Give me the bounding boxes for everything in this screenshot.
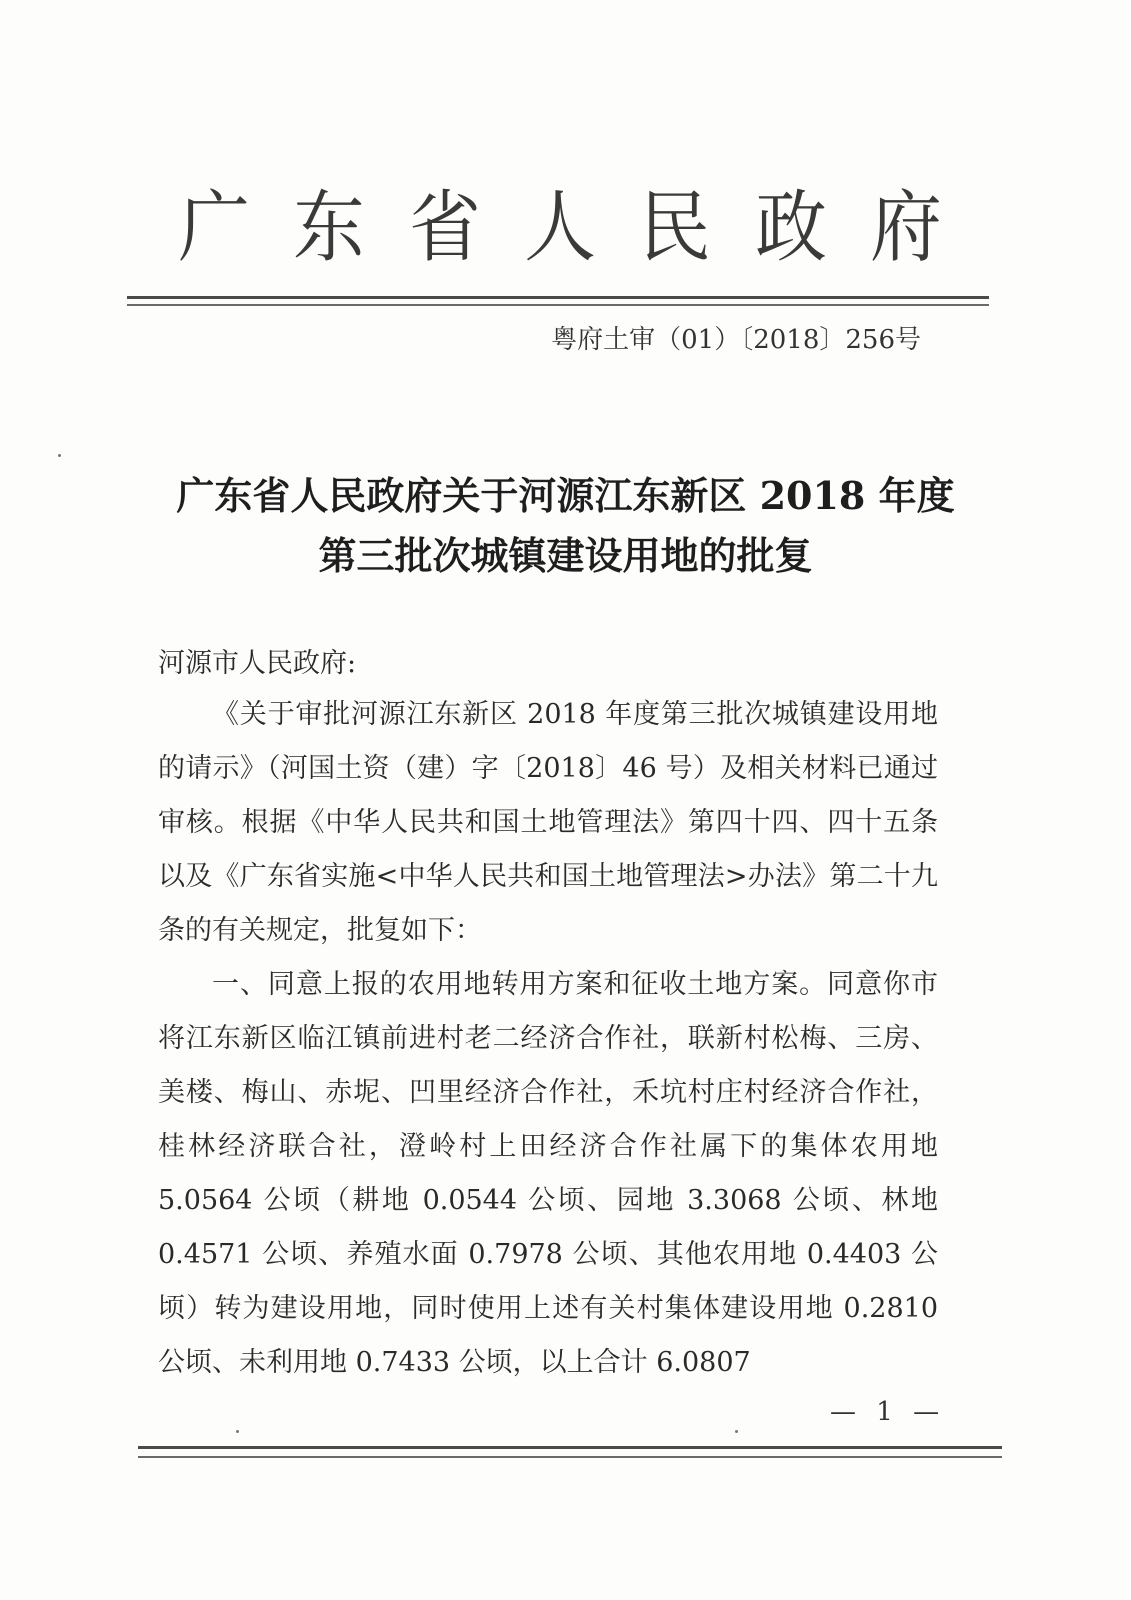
footer-rule bbox=[138, 1446, 1002, 1449]
document-number: 粤府土审（01）〔2018〕256号 bbox=[551, 325, 921, 355]
header-rule-thin bbox=[127, 304, 989, 306]
masthead bbox=[175, 178, 945, 278]
header-rule bbox=[127, 296, 989, 299]
scan-speck bbox=[236, 1430, 239, 1433]
masthead-char: 政 bbox=[754, 183, 827, 273]
masthead-char: 东 bbox=[293, 183, 366, 273]
page-number: — 1 — bbox=[830, 1397, 946, 1427]
salutation: 河源市人民政府: bbox=[158, 648, 357, 679]
document-title bbox=[100, 466, 1031, 586]
masthead-char: 省 bbox=[408, 183, 481, 273]
paragraph: 一、同意上报的农用地转用方案和征收土地方案。同意你市将江东新区临江镇前进村老二经济合作社，联新村松梅、三房、美楼、梅山、赤坭、凹里经济合作社，禾坑村庄村经济合作社，桂林经济联合社，澄岭村上田经济合作社属下的集体农用地 5.0564 公顷（耕地 0.0544 公顷、园地 3.3068 公顷、林地 0.4571 公顷、养殖水面 0.7978 公顷、其他农用地 0.4403 公顷）转为建设用地，同时使用上述有关村集体建设用地 0.2810 公顷、未利用地 0.7433 公顷，以上合计 6.0807 bbox=[158, 969, 938, 1378]
scan-speck bbox=[58, 454, 61, 457]
paragraph: 《关于审批河源江东新区 2018 年度第三批次城镇建设用地的请示》（河国土资（建）字〔2018〕46 号）及相关材料已通过审核。根据《中华人民共和国土地管理法》第四十四、四十五条以及《广东省实施<中华人民共和国土地管理法>办法》第二十九条的有关规定，批复如下： bbox=[158, 699, 938, 946]
title-line-1: 广东省人民政府关于河源江东新区 2018 年度 bbox=[176, 473, 955, 518]
masthead-char: 广 bbox=[178, 183, 250, 273]
masthead-char: 府 bbox=[870, 183, 942, 273]
masthead-char: 民 bbox=[639, 183, 712, 273]
footer-rule-thin bbox=[138, 1456, 1002, 1458]
scan-speck bbox=[735, 1430, 738, 1433]
masthead-char: 人 bbox=[524, 183, 596, 273]
title-line-2: 第三批次城镇建设用地的批复 bbox=[318, 533, 813, 578]
document-body bbox=[158, 688, 938, 1390]
